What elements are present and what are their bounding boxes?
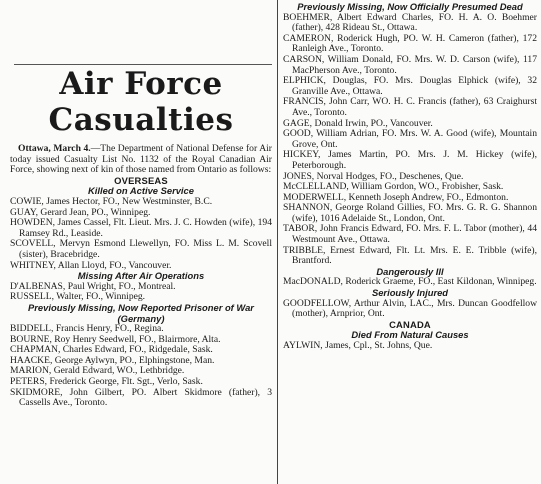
category-heading: Killed on Active Service — [88, 185, 194, 197]
casualty-entry: TRIBBLE, Ernest Edward, Flt. Lt. Mrs. E. E. Tribble (wife), Brantford. — [283, 244, 537, 267]
casualty-entry: JONES, Norval Hodges, FO., Deschenes, Que. — [283, 170, 464, 182]
casualty-entry: CHAPMAN, Charles Edward, FO., Ridgedale, Sask. — [10, 344, 213, 356]
casualty-entry: AYLWIN, James, Cpl., St. Johns, Que. — [283, 340, 433, 351]
intro-paragraph — [10, 144, 272, 176]
casualty-entry: PETERS, Frederick George, Flt. Sgt., Verlo, Sask. — [10, 376, 203, 388]
casualty-entry: MacDONALD, Roderick Graeme, FO., East Kildonan, Winnipeg. — [283, 276, 537, 288]
casualty-entry: ELPHICK, Douglas, FO. Mrs. Douglas Elphick (wife), 32 Granville Ave., Ottawa. — [283, 75, 537, 97]
category-heading: Died From Natural Causes — [351, 329, 469, 341]
casualty-entry: FRANCIS, John Carr, WO. H. C. Francis (father), 63 Craighurst Ave., Toronto. — [283, 96, 537, 118]
casualty-entry: SKIDMORE, John Gilbert, PO. Albert Skidmore (father), 3 Cassells Ave., Toronto. — [10, 386, 272, 409]
casualty-entry: HICKEY, James Martin, PO. Mrs. J. M. Hickey (wife), Peterborough. — [283, 149, 537, 171]
casualty-entry: CAMERON, Roderick Hugh, PO. W. H. Cameron (father), 172 Ranleigh Ave., Toronto. — [283, 32, 537, 55]
casualty-entry: HAACKE, George Aylwyn, PO., Elphingstone, Man. — [10, 354, 215, 366]
casualty-entry: WHITNEY, Allan Lloyd, FO., Vancouver. — [10, 259, 172, 271]
left-column — [10, 0, 272, 484]
casualty-entry: McCLELLAND, William Gordon, WO., Frobisher, Sask. — [283, 181, 504, 193]
section-heading: CANADA — [389, 318, 431, 330]
casualty-entry: D'ALBENAS, Paul Wright, FO., Montreal. — [10, 280, 176, 292]
category-heading: Missing After Air Operations — [77, 270, 205, 282]
casualty-entry: BOEHMER, Albert Edward Charles, FO. H. A. O. Boehmer (father), 428 Rideau St., Ottawa. — [283, 11, 537, 34]
casualty-entry: MODERWELL, Kenneth Joseph Andrew, FO., Edmonton. — [283, 191, 509, 203]
intro-text: —The Department of National Defense for Air today issued Casualty List No. 1132 of the Royal Canadian Air Force, showing next of kin of those named from Ontario as follows: — [10, 143, 272, 176]
category-heading: Previously Missing, Now Reported Prisoner of War (Germany) — [28, 301, 254, 324]
casualty-entry: BOURNE, Roy Henry Seedwell, FO., Blairmore, Alta. — [10, 333, 221, 345]
casualty-entry: CARSON, William Donald, FO. Mrs. W. D. Carson (wife), 117 MacPherson Ave., Toronto. — [283, 53, 537, 76]
casualty-entry: TABOR, John Francis Edward, FO. Mrs. F. L. Tabor (mother), 44 Westmount Ave., Ottawa. — [283, 223, 537, 246]
headline: Air Force Casualties — [48, 66, 234, 138]
casualty-entry: SCOVELL, Mervyn Esmond Llewellyn, FO. Miss L. M. Scovell (sister), Bracebridge. — [10, 238, 272, 260]
casualty-entry: GUAY, Gerard Jean, PO., Winnipeg. — [10, 206, 151, 218]
casualty-entry: COWIE, James Hector, FO., New Westminster, B.C. — [10, 195, 213, 207]
column-divider — [277, 0, 278, 484]
casualty-entry: GAGE, Donald Irwin, PO., Vancouver. — [283, 117, 433, 129]
category-heading: Seriously Injured — [371, 287, 449, 299]
dateline: Ottawa, March 4. — [18, 143, 91, 154]
category-heading: Previously Missing, Now Officially Presumed Dead — [297, 1, 523, 12]
casualty-entry: GOOD, William Adrian, FO. Mrs. W. A. Good (wife), Mountain Grove, Ont. — [283, 128, 537, 150]
casualty-entry: BIDDELL, Francis Henry, FO., Regina. — [10, 323, 164, 335]
category-heading: Dangerously Ill — [376, 265, 444, 277]
casualty-entry: RUSSELL, Walter, FO., Winnipeg. — [10, 291, 146, 303]
casualty-entry: SHANNON, George Roland Gillies, FO. Mrs. G. R. G. Shannon (wife), 1016 Adelaide St., London, Ont. — [283, 202, 537, 224]
right-column — [283, 0, 537, 484]
left-casualty-list — [10, 176, 272, 409]
section-heading: OVERSEAS — [114, 174, 168, 186]
casualty-entry: GOODFELLOW, Arthur Alvin, LAC., Mrs. Duncan Goodfellow (mother), Arnprior, Ont. — [283, 297, 537, 320]
casualty-entry: HOWDEN, James Cassel, Flt. Lieut. Mrs. J. C. Howden (wife), 194 Ramsey Rd., Leaside. — [10, 217, 272, 239]
right-casualty-list — [283, 2, 537, 352]
casualty-entry: MARION, Gerald Edward, WO., Lethbridge. — [10, 365, 185, 377]
